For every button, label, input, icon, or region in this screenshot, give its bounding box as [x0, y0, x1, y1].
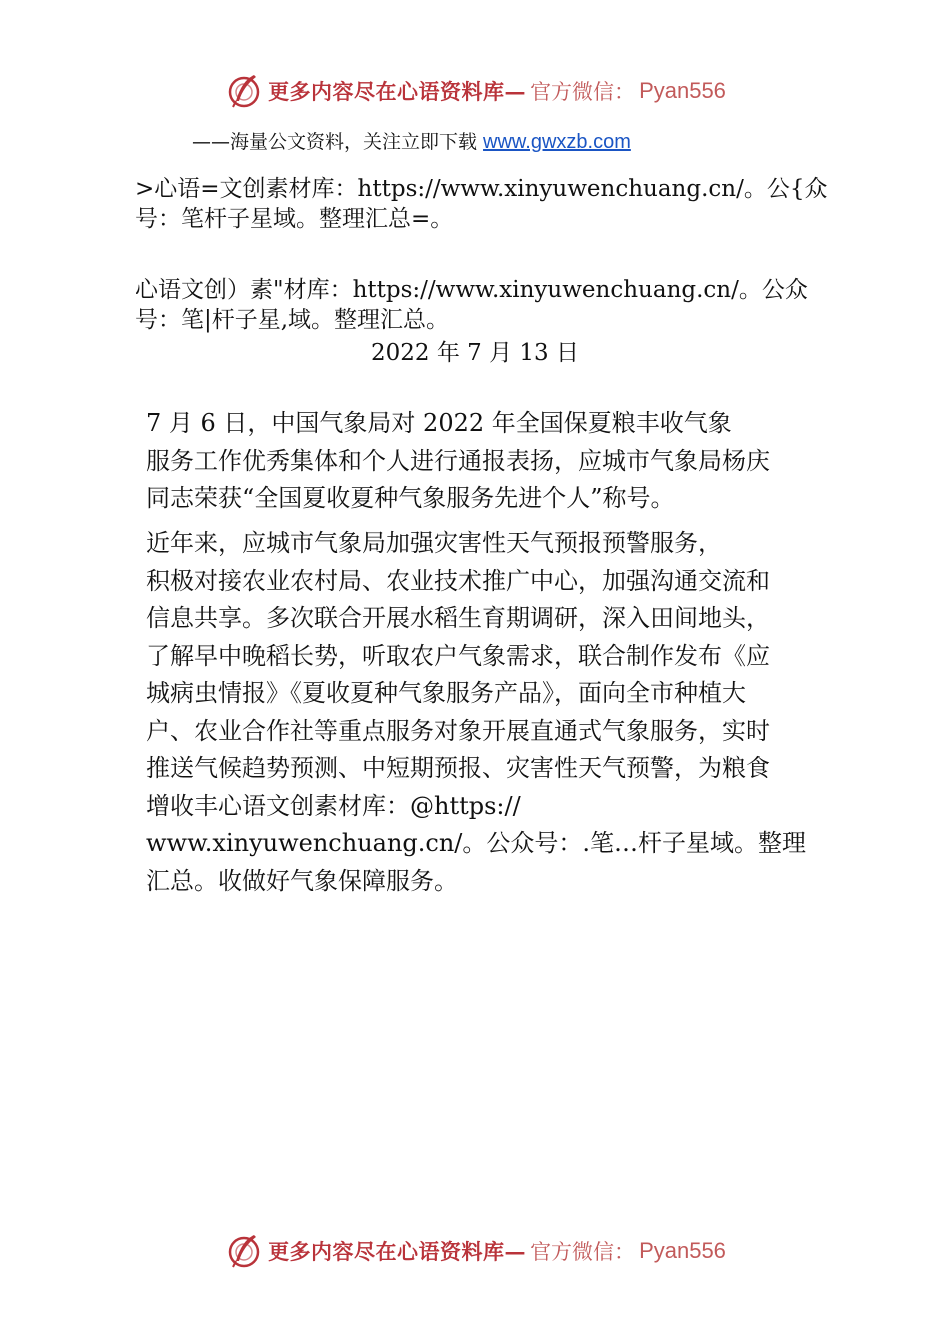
footer-wechat-label: 官方微信：: [530, 1240, 636, 1264]
footer-banner: [0, 1226, 950, 1276]
watermark-paragraph-2: 心语文创）素"材库：https://www.xinyuwenchuang.cn/。公众 号：笔|杆子星,域。整理汇总。: [135, 277, 808, 333]
body-paragraph-1: 7 月 6 日，中国气象局对 2022 年全国保夏粮丰收气象 服务工作优秀集体和个人进行通报表扬，应城市气象局杨庆 同志荣获“全国夏收夏种气象服务先进个人”称号。: [146, 409, 770, 512]
watermark-paragraph-1: >心语=文创素材库：https://www.xinyuwenchuang.cn/。公{众 号：笔杆子星域。整理汇总=。: [135, 176, 828, 232]
banner-main-text: 更多内容尽在心语资料库—: [268, 79, 527, 104]
body-paragraph-2: 近年来，应城市气象局加强灾害性天气预报预警服务， 积极对接农业农村局、农业技术推广中心，加强沟通交流和 信息共享。多次联合开展水稻生育期调研，深入田间地头， 了解早中晚稻长势，听取农户气象需求，联合制作发布《应 城病虫情报》《夏收夏种气象服务产品》，面向全市种植大 户、农业合作社等重点服务对象开展直通式气象服务，实时 推送气候趋势预测、中短期预报、灾害性天气预警，为粮食 增收丰心语文创素材库：@https:// www.xinyuwenchuang.cn/。公众号：.笔…杆子星域。整理 汇总。收做好气象保障服务。: [146, 529, 807, 895]
download-link[interactable]: www.gwxzb.com: [483, 131, 631, 153]
document-date: 2022 年 7 月 13 日: [371, 340, 579, 366]
banner-wechat-id: Pyan556: [639, 78, 726, 103]
subline: [192, 127, 631, 154]
subline-text: ——海量公文资料，关注立即下载: [192, 131, 484, 153]
quill-logo-icon: [224, 71, 264, 111]
footer-main-text: 更多内容尽在心语资料库—: [268, 1239, 527, 1264]
footer-wechat-id: Pyan556: [639, 1238, 726, 1263]
header-banner: [0, 66, 950, 116]
quill-logo-icon: [224, 1231, 264, 1271]
banner-wechat-label: 官方微信：: [530, 80, 636, 104]
